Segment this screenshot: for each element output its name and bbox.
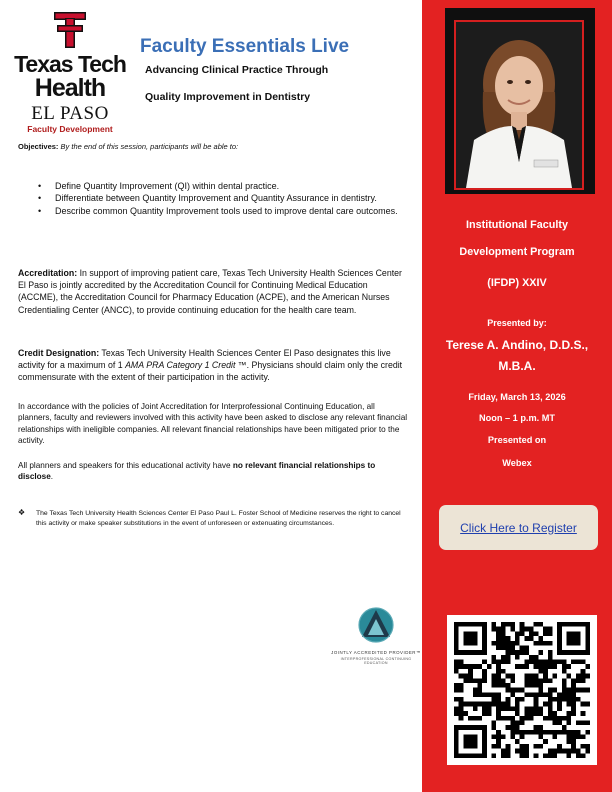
- program-title-line-3: (IFDP) XXIV: [487, 277, 547, 289]
- objectives-list: [38, 180, 398, 217]
- logo-line-2: Health: [34, 74, 106, 102]
- accreditation-label: Accreditation:: [18, 268, 78, 278]
- logo-line-1: Texas Tech: [14, 51, 126, 77]
- double-t-icon: [54, 12, 86, 50]
- objective-item: • Define Quantity Improvement (QI) within dental practice.: [38, 180, 398, 192]
- presenter-portrait-icon: [456, 22, 582, 188]
- objectives-intro-text: By the end of this session, participants will be able to:: [58, 142, 239, 151]
- event-date: Friday, March 13, 2026: [468, 392, 566, 402]
- presented-by-label: Presented by:: [487, 318, 547, 328]
- jointly-accredited-logo: [330, 605, 422, 665]
- credit-text-after: . Physicians should claim only the credit commensurate with the extent of their participation in the activity.: [18, 360, 403, 383]
- subtitle-line-2: Quality Improvement in Dentistry: [145, 91, 311, 103]
- event-platform: Webex: [502, 458, 532, 468]
- joint-policy-paragraph: In accordance with the policies of Joint Accreditation for Interprofessional Continuing Education, all planners, faculty and reviewers involved with this activity have been asked to disclose any relevant financial relationships with ineligible companies. All relevant financial relationships have been mitigated prior to the activity.: [18, 402, 408, 445]
- texas-tech-logo: [14, 12, 126, 134]
- presenter-name-line-1: Terese A. Andino, D.D.S.,: [445, 338, 589, 352]
- accreditation-text: In support of improving patient care, Texas Tech University Health Sciences Center El Paso is jointly accredited by the Accreditation Council for Continuing Medical Education (ACCME), the Accreditation Council for Pharmacy Education (ACPE), and the American Nurses Credentialing Center (ANCC), to provide continuing education for the health care team.: [18, 268, 402, 315]
- objectives-intro: [18, 142, 238, 151]
- disclosure-text-after: .: [50, 472, 54, 482]
- program-title-line-1: Institutional Faculty: [466, 219, 568, 231]
- accreditation-paragraph: [18, 267, 410, 316]
- register-button[interactable]: [439, 505, 598, 550]
- qr-code[interactable]: [447, 615, 597, 765]
- credit-text-before: Texas Tech University Health Sciences Center El Paso designates this live activity for a maximum of 1: [18, 348, 391, 371]
- register-link[interactable]: Click Here to Register: [460, 520, 577, 535]
- cancellation-note: [18, 509, 413, 528]
- qr-code-icon: [454, 622, 590, 758]
- note-text: The Texas Tech University Health Sciences Center El Paso Paul L. Foster School of Medicine reserves the right to cancel this activity or make speaker substitutions in the event of unforeseen or extenuating circumstances.: [36, 510, 401, 527]
- presenter-photo: [454, 20, 584, 190]
- logo-line-3: EL PASO: [31, 103, 109, 124]
- disclosure-paragraph: [18, 460, 410, 483]
- jointly-accredited-line-1: JOINTLY ACCREDITED PROVIDER™: [331, 650, 421, 655]
- jointly-accredited-line-2: INTERPROFESSIONAL CONTINUING EDUCATION: [340, 657, 412, 665]
- presented-on-label: Presented on: [487, 435, 547, 445]
- jointly-accredited-icon: [358, 605, 394, 645]
- diamond-bullet-icon: ❖: [18, 508, 26, 517]
- disclosure-text-before: All planners and speakers for this educational activity have: [18, 461, 233, 470]
- objective-item: • Describe common Quantity Improvement tools used to improve dental care outcomes.: [38, 205, 398, 217]
- presenter-photo-frame: [445, 8, 595, 194]
- credit-label: Credit Designation:: [18, 348, 100, 358]
- event-time: Noon – 1 p.m. MT: [478, 413, 556, 423]
- page-title: Faculty Essentials Live: [140, 36, 350, 57]
- objective-item: • Differentiate between Quantity Improvement and Quantity Assurance in dentistry.: [38, 192, 398, 204]
- objectives-label: Objectives:: [18, 142, 59, 151]
- credit-designation-paragraph: [18, 347, 410, 384]
- program-title-line-2: Development Program: [459, 246, 575, 258]
- disclosure-bold: no relevant financial relationships to disclose: [18, 461, 376, 482]
- subtitle-line-1: Advancing Clinical Practice Through: [145, 64, 329, 76]
- logo-line-4: Faculty Development: [27, 124, 113, 134]
- credit-italic: AMA PRA Category 1 Credit ™: [125, 360, 247, 371]
- presenter-name-line-2: M.B.A.: [498, 359, 536, 373]
